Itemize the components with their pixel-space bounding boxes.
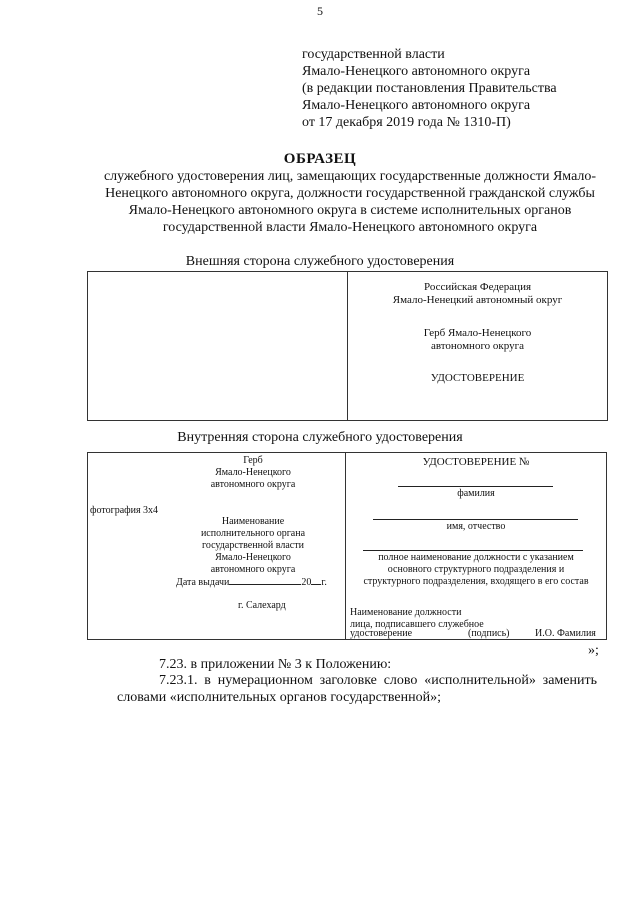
signer-line: лица, подписавшего служебное xyxy=(350,619,484,630)
position-line-text: основного структурного подразделения и xyxy=(387,564,565,575)
closing-quote: »; xyxy=(588,643,599,658)
position-line-text: структурного подразделения, входящего в его состав xyxy=(363,576,589,587)
organ-line: исполнительного органа xyxy=(200,528,306,539)
header-line: государственной власти xyxy=(302,47,445,62)
organ-line: Наименование xyxy=(221,516,285,527)
surname-line xyxy=(398,486,553,487)
issue-date-year: 20 xyxy=(301,577,312,588)
certificate-label: УДОСТОВЕРЕНИЕ xyxy=(430,372,525,384)
organ-line: Ямало-Ненецкого xyxy=(215,552,291,563)
card-divider xyxy=(345,453,346,639)
outer-side-caption: Внешняя сторона служебного удостоверения xyxy=(185,254,455,269)
paragraph-1: 7.23. в приложении № 3 к Положению: xyxy=(159,657,392,672)
federation-label: Российская Федерация xyxy=(423,281,532,293)
header-line: от 17 декабря 2019 года № 1310-П) xyxy=(302,115,511,130)
position-label xyxy=(346,552,606,588)
header-line: (в редакции постановления Правительства xyxy=(302,81,557,96)
city-label: г. Салехард xyxy=(238,600,286,611)
document-title: ОБРАЗЕЦ xyxy=(283,151,357,167)
outer-side-card xyxy=(87,271,608,421)
photo-placeholder: фотография 3х4 xyxy=(90,505,159,516)
full-name-label: И.О. Фамилия xyxy=(535,628,596,639)
page-number: 5 xyxy=(317,4,323,18)
organ-name xyxy=(178,516,328,576)
signer-last: удостоверение xyxy=(350,628,413,639)
region-label: Ямало-Ненецкий автономный округ xyxy=(392,294,563,306)
paragraph-2-line-1: 7.23.1. в нумерационном заголовке слово «исполнительной» заменить xyxy=(159,673,597,688)
emblem-line: автономного округа xyxy=(210,479,296,490)
name-patronymic-label: имя, отчество xyxy=(446,521,506,532)
document-subtitle: служебного удостоверения лиц, замещающих государственные должности Ямало-Ненецкого автономного округа, должности государственной гражданской службы Ямало-Ненецкого автономного округа в системе исполнительных органов государственной власти Ямало-Ненецкого автономного округа xyxy=(103,169,597,235)
emblem-label: Герб Ямало-Ненецкого xyxy=(423,327,532,339)
issue-date-suffix: г. xyxy=(321,577,327,588)
inner-side-caption: Внутренняя сторона служебного удостоверения xyxy=(177,430,463,445)
inner-emblem xyxy=(168,455,338,491)
issue-date-label: Дата выдачи xyxy=(176,577,230,588)
organ-line: автономного округа xyxy=(210,564,296,575)
organ-line: государственной власти xyxy=(202,540,304,551)
position-line-text: полное наименование должности с указанием xyxy=(378,552,574,563)
emblem-label-2: автономного округа xyxy=(430,340,525,352)
position-line xyxy=(363,550,583,551)
emblem-line: Ямало-Ненецкого xyxy=(215,467,291,478)
header-block xyxy=(302,46,557,131)
header-line: Ямало-Ненецкого автономного округа xyxy=(302,64,531,79)
inner-side-card xyxy=(87,452,607,640)
signature-label: (подпись) xyxy=(468,628,510,639)
certificate-number-label: УДОСТОВЕРЕНИЕ № xyxy=(422,456,530,468)
emblem-line: Герб xyxy=(243,455,263,466)
paragraph-2-line-2: словами «исполнительных органов государственной»; xyxy=(117,690,442,705)
header-line: Ямало-Ненецкого автономного округа xyxy=(302,98,531,113)
issue-date xyxy=(176,577,327,588)
signature-row xyxy=(350,628,602,639)
signer-line: Наименование должности xyxy=(350,607,462,618)
surname-label: фамилия xyxy=(457,488,495,499)
name-line xyxy=(373,519,578,520)
